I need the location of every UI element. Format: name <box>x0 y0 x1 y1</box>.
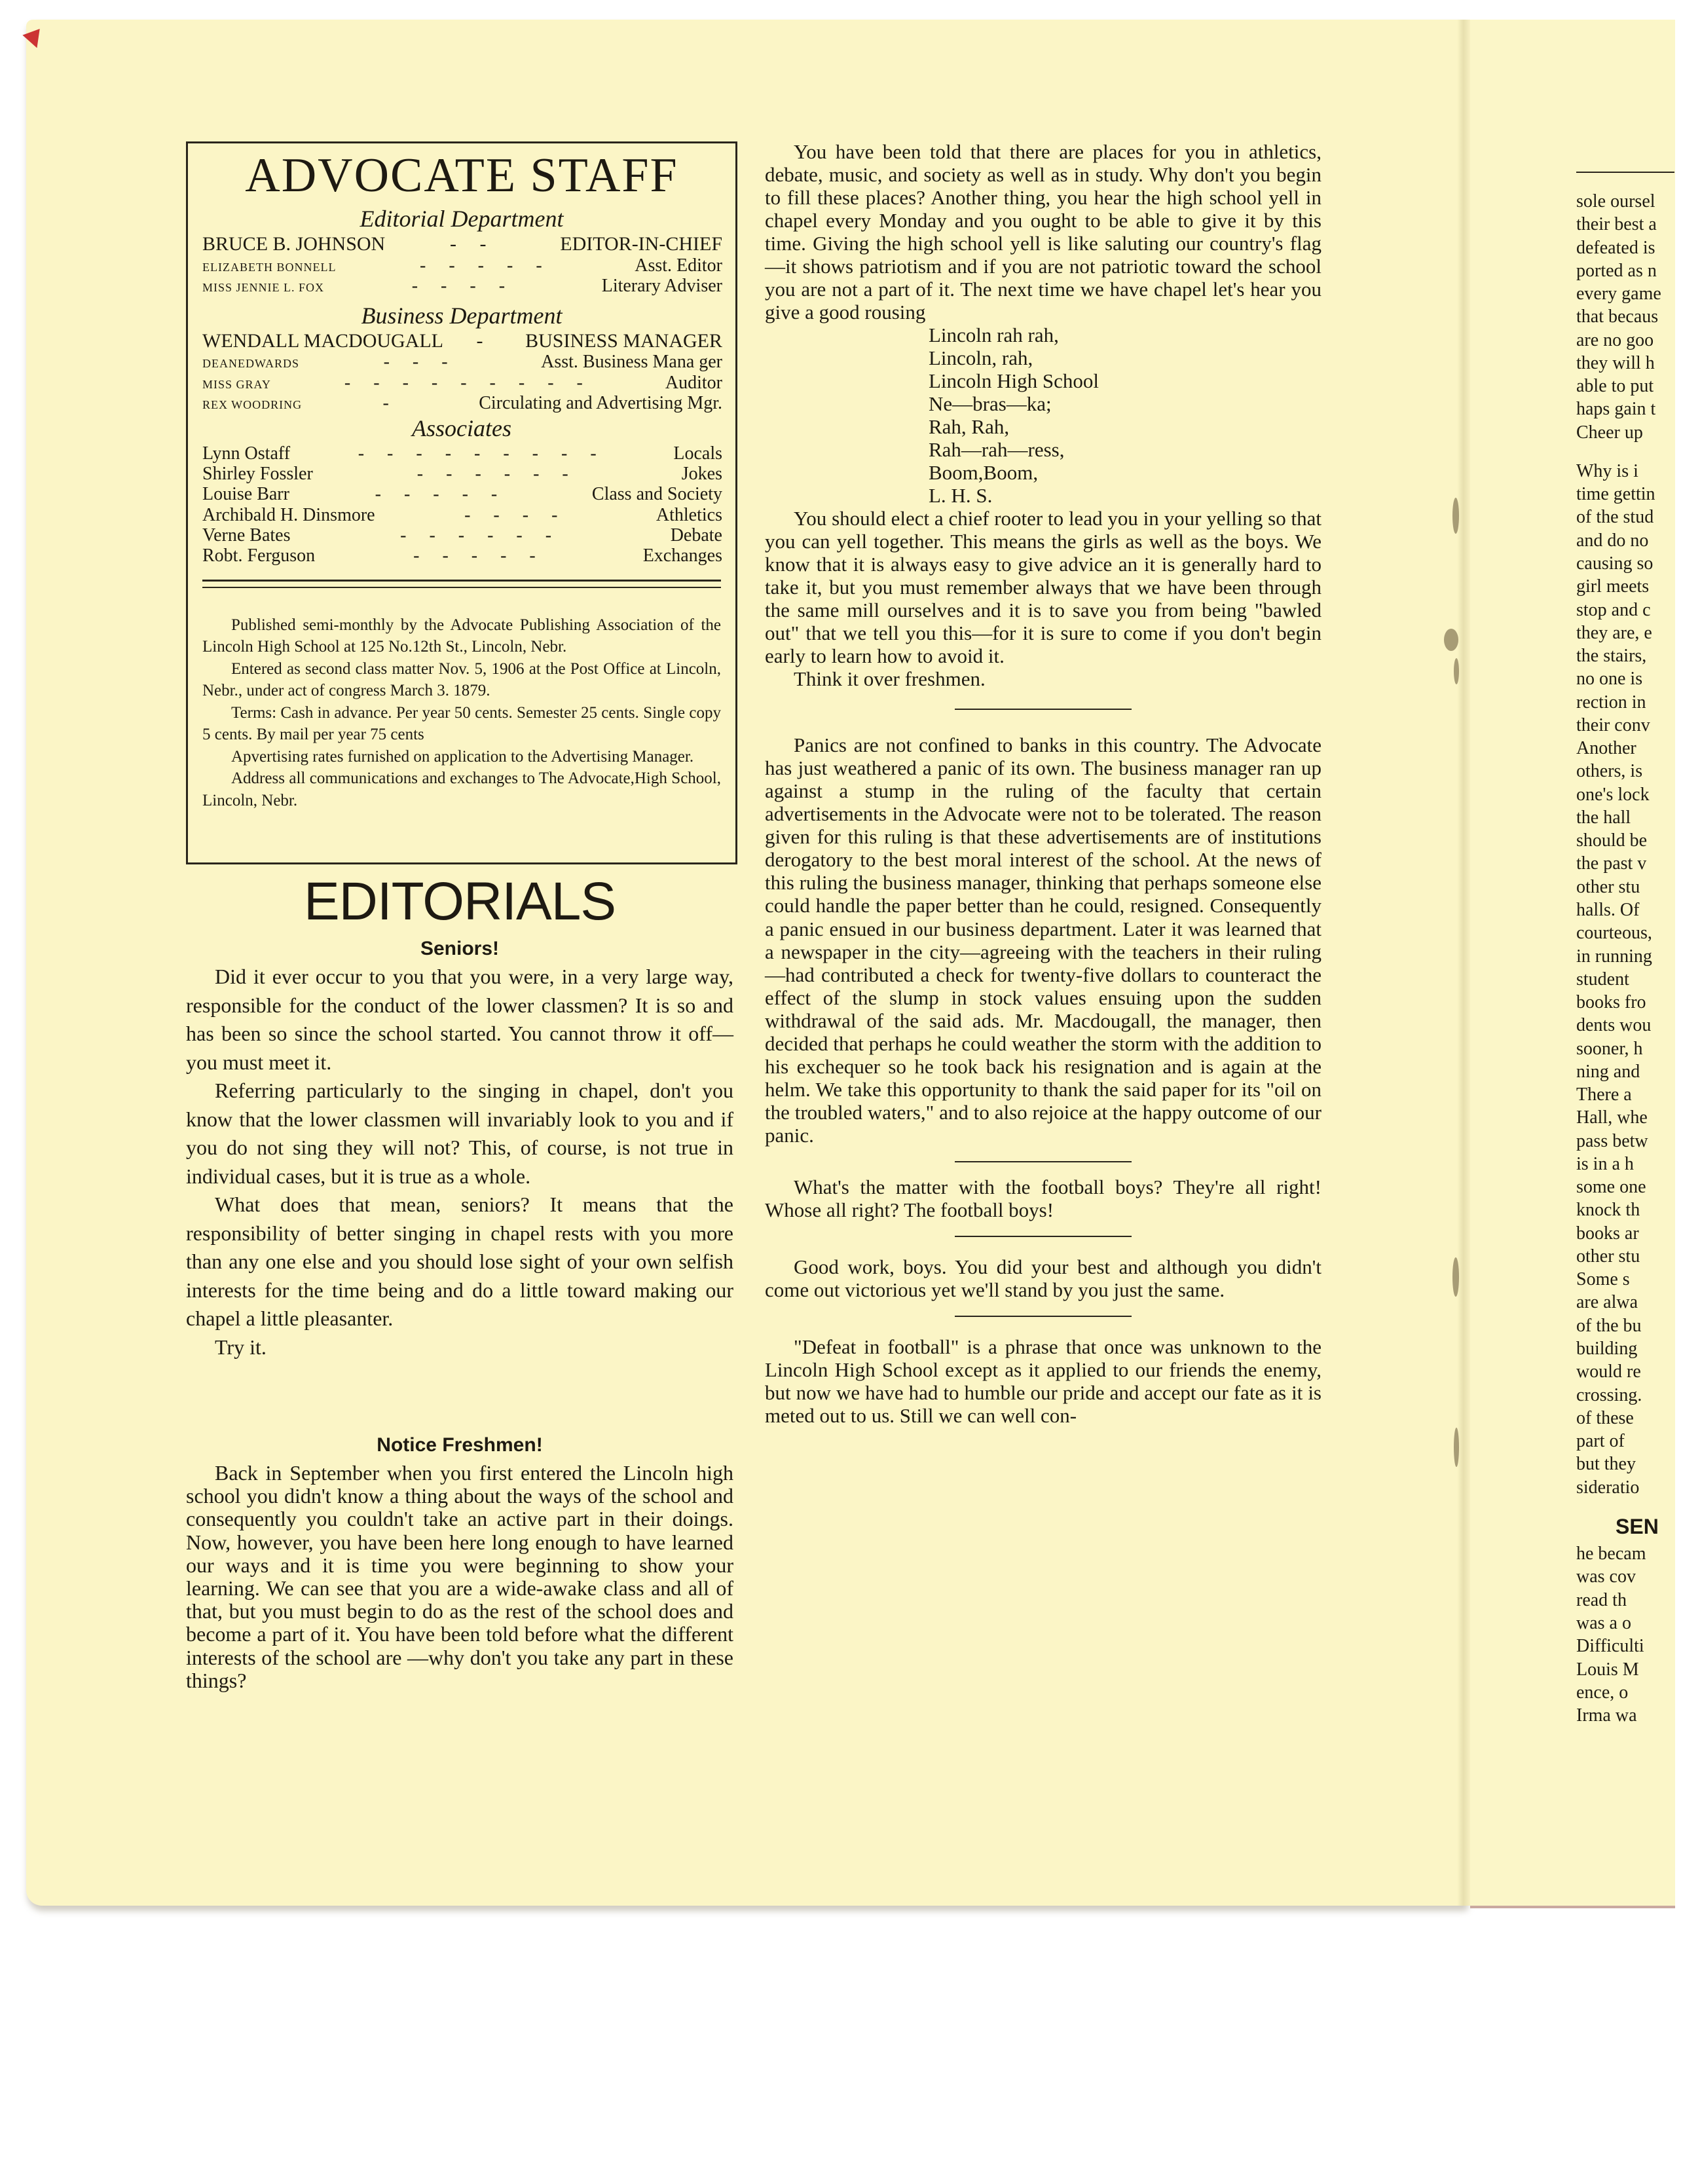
next-page-top-lines <box>1576 190 1674 444</box>
next-page-line: able to put <box>1576 376 1654 397</box>
next-page-bottom-lines <box>1576 1542 1674 1727</box>
next-page-line: are no goo <box>1576 329 1654 350</box>
staff-name: MISS JENNIE L. FOX <box>202 281 325 295</box>
next-page-line: sooner, h <box>1576 1038 1643 1059</box>
publication-paragraph: Entered as second class matter Nov. 5, 1906 at the Post Office at Lincoln, Nebr., under act of congress March 3. 1879. <box>202 659 721 700</box>
staff-row <box>188 484 735 504</box>
staff-name: DEANEDWARDS <box>202 357 299 371</box>
staff-dashes: - - - - - - - - - <box>358 443 606 464</box>
staff-name: Lynn Ostaff <box>202 443 291 464</box>
next-page-line: of these <box>1576 1407 1634 1428</box>
next-page-line: building <box>1576 1339 1638 1360</box>
article-paragraph: Referring particularly to the singing in chapel, don't you know that the lower classmen will invariably look to you and if you do not sing they will not? This, of course, is not true in individual cases, but it is true as a whole. <box>186 1079 733 1188</box>
article-paragraph: Back in September when you first entered the Lincoln high school you didn't know a thing about the ways of the school and consequently you couldn't take an active part in their doings. Now, however, you have been here long enough to have learned our ways and it is time you were beginning to show your learning. We can see that you are a wide-awake class and all of that, but you must begin to do as the rest of the school does and become a part of it. You have been told before what the different interests of the school are —why don't you take any part in these things? <box>186 1461 733 1692</box>
seniors-heading: Seniors! <box>420 938 500 959</box>
closing-line: Think it over freshmen. <box>794 667 986 691</box>
next-page-line: courteous, <box>1576 923 1652 944</box>
yell-line: Lincoln, rah, <box>929 346 1033 370</box>
article-paragraph: Did it ever occur to you that you were, in a very large way, responsible for the conduct of the lower classmen? It is so and has been so since the school started. You cannot throw it off—you must meet it. <box>186 965 733 1074</box>
staff-role: Auditor <box>665 372 722 393</box>
editorial-department-list <box>188 233 735 296</box>
staff-dashes: - <box>382 393 398 413</box>
next-page-rule <box>1576 172 1674 173</box>
next-page-line: Irma wa <box>1576 1705 1637 1726</box>
next-page-line: There a <box>1576 1084 1632 1105</box>
chief-rooter-paragraph: You should elect a chief rooter to lead you in your yelling so that you can yell together. This means the girls as well as the boys. We know that it is always easy to give advice an it is generally hard to take it, but you must remember always that we have been through the same mill ourselves and it is to save you from being "bawled out" that we tell you this—for it is sure to come if you don't begin early to learn how to avoid it. <box>765 507 1321 668</box>
staff-row <box>188 233 735 255</box>
defeat-paragraph: "Defeat in football" is a phrase that once was unknown to the Lincoln High School except as it applied to our friends the enemy, but now we have had to humble our pride and accept our fate as it is meted out to us. Still we can well con- <box>765 1335 1321 1427</box>
staff-name: WENDALL MACDOUGALL <box>202 329 443 352</box>
staff-name: Robt. Ferguson <box>202 546 316 566</box>
article-separator <box>955 1316 1132 1317</box>
yell-line: Rah—rah—ress, <box>929 438 1065 462</box>
next-page-line: of the bu <box>1576 1315 1642 1336</box>
binding-smudge <box>1454 658 1459 684</box>
next-page-line: ning and <box>1576 1061 1640 1082</box>
staff-row <box>188 352 735 372</box>
next-page-line: sole oursel <box>1576 191 1655 212</box>
staff-role: BUSINESS MANAGER <box>525 329 722 352</box>
next-page-line: the stairs, <box>1576 646 1647 667</box>
binding-smudge <box>1444 629 1458 651</box>
yell-line: Ne—bras—ka; <box>929 392 1052 416</box>
staff-role: Jokes <box>681 463 722 484</box>
next-page-line: he becam <box>1576 1544 1646 1564</box>
next-page-line: dents wou <box>1576 1015 1652 1036</box>
football-cheer: What's the matter with the football boys? They're all right! Whose all right? The football boys! <box>765 1175 1321 1221</box>
yell-line: Rah, Rah, <box>929 415 1010 439</box>
staff-dashes: - - - - - - <box>416 463 578 484</box>
associates-heading: Associates <box>412 415 511 442</box>
publication-paragraph: Address all communications and exchanges to The Advocate,High School, Lincoln, Nebr. <box>202 769 721 809</box>
next-page-line: some one <box>1576 1177 1646 1198</box>
next-page-line: sideratio <box>1576 1477 1640 1498</box>
panic-article: Panics are not confined to banks in this country. The Advocate has just weathered a panic of its own. The business manager ran up against a stump in the ruling of the faculty that certain advertisements in the Advocate were not to be tolerated. The reason given for this ruling is that these advertisements are of institutions derogatory to the best moral interest of the school. At the news of this ruling the business manager, thinking that perhaps someone else could handle the paper better than he could, resigned. Consequently a panic ensued in our business department. Later it was learned that a newspaper in the city—agreeing with the teachers in their ruling—had contributed a check for twenty-five dollars to counteract the effect of the slump in stock values ensuing upon the sudden withdrawal of the said ads. Mr. Macdougall, the manager, then decided that perhaps he could weather the storm with the addition to his exchequer so he took back his resignation and is again at the helm. We take this opportunity to thank the said paper for its "oil on the troubled waters," and to also rejoice at the happy outcome of our panic. <box>765 733 1321 1147</box>
staff-row <box>188 255 735 276</box>
page-spine <box>1457 20 1470 1906</box>
advocate-staff-box <box>186 141 737 864</box>
next-page-line: ported as n <box>1576 260 1657 281</box>
staff-dashes: - - - - <box>411 276 515 297</box>
next-page-line: Some s <box>1576 1269 1630 1290</box>
next-page-line: halls. Of <box>1576 899 1640 920</box>
next-page-line: Hall, whe <box>1576 1107 1648 1128</box>
staff-dashes: - - <box>449 233 496 255</box>
staff-role: EDITOR-IN-CHIEF <box>560 233 722 255</box>
next-page-line: are alwa <box>1576 1292 1638 1313</box>
editorials-heading: EDITORIALS <box>303 872 616 931</box>
good-work-paragraph: Good work, boys. You did your best and although you didn't come out victorious yet we'll stand by you just the same. <box>765 1255 1321 1301</box>
column-two <box>765 140 1321 1427</box>
staff-dashes: - - - - - <box>413 546 545 566</box>
staff-row <box>188 373 735 393</box>
next-page-line: girl meets <box>1576 576 1650 597</box>
next-page-line: Why is i <box>1576 460 1638 481</box>
next-page-line: books ar <box>1576 1223 1639 1244</box>
article-paragraph: What does that mean, seniors? It means that the responsibility of better singing in chapel rests with you more than any one else and you should lose sight of your own selfish interests for the time being and do a little toward making our chapel a little pleasanter. <box>186 1193 733 1331</box>
staff-name: Shirley Fossler <box>202 463 313 484</box>
staff-role: Asst. Editor <box>635 255 722 276</box>
next-page-line: the past v <box>1576 853 1647 874</box>
next-page-line: they are, e <box>1576 622 1652 643</box>
next-page-line: they will h <box>1576 352 1655 373</box>
next-page-line: part of <box>1576 1431 1625 1452</box>
staff-row <box>188 546 735 566</box>
staff-role: Literary Adviser <box>601 276 722 297</box>
next-page-line: knock th <box>1576 1200 1640 1221</box>
binding-smudge <box>1454 1428 1459 1467</box>
staff-row <box>188 525 735 546</box>
next-page-line: read th <box>1576 1589 1627 1610</box>
next-page-line: time gettin <box>1576 484 1655 505</box>
yell-line: L. H. S. <box>929 484 993 508</box>
staff-role: Locals <box>673 443 722 464</box>
staff-role: Class and Society <box>591 484 722 505</box>
publication-info <box>188 588 735 812</box>
next-page-line: Cheer up <box>1576 422 1643 443</box>
yell-line: Boom,Boom, <box>929 461 1039 485</box>
next-page-line: stop and c <box>1576 599 1651 620</box>
article-separator <box>955 1161 1132 1162</box>
next-page-line: other stu <box>1576 1246 1640 1267</box>
staff-name: Verne Bates <box>202 525 291 546</box>
freshmen-heading: Notice Freshmen! <box>377 1434 543 1456</box>
next-page-line: student <box>1576 969 1629 990</box>
next-page-column <box>1576 190 1674 1727</box>
staff-row <box>188 393 735 413</box>
staff-dashes: - - - - - <box>375 484 507 505</box>
next-page-line: in running <box>1576 946 1652 967</box>
next-page-line: Difficulti <box>1576 1636 1644 1657</box>
staff-role: Athletics <box>656 504 722 525</box>
associates-list <box>188 443 735 566</box>
staff-dashes: - - - <box>383 352 457 373</box>
next-page-line: but they <box>1576 1454 1636 1475</box>
staff-dashes: - - - - <box>464 504 567 525</box>
next-page-heading: SEN <box>1616 1514 1659 1538</box>
staff-dashes: - - - - - - <box>400 525 561 546</box>
freshmen-article <box>186 1462 733 1692</box>
article-separator <box>955 709 1132 710</box>
staff-name: MISS GRAY <box>202 377 271 391</box>
freshmen-continued: You have been told that there are places for you in athletics, debate, music, and society as well as in study. Why don't you begin to fill these places? Another thing, you hear the high school yell in chapel every Monday and you ought to be able to give it by this time. Giving the high school yell is like saluting our country's flag—it shows patriotism and if you are not patriotic toward the school you are not a part of it. The next time we have chapel let's hear you give a good rousing <box>765 140 1321 324</box>
next-page-line: crossing. <box>1576 1384 1642 1405</box>
staff-name: ELIZABETH BONNELL <box>202 260 337 274</box>
staff-dashes: - <box>476 329 492 352</box>
next-page-line: is in a h <box>1576 1153 1634 1174</box>
next-page-line: that becaus <box>1576 306 1659 327</box>
business-department-heading: Business Department <box>361 302 563 329</box>
staff-title: ADVOCATE STAFF <box>245 149 678 202</box>
staff-row <box>188 443 735 464</box>
staff-role: Exchanges <box>642 546 722 566</box>
next-page-line: was a o <box>1576 1612 1631 1633</box>
next-page-line: every game <box>1576 284 1661 305</box>
next-page-line: rection in <box>1576 692 1646 713</box>
article-separator <box>955 1236 1132 1237</box>
binding-smudge <box>1452 498 1459 534</box>
staff-name: REX WOODRING <box>202 398 303 411</box>
editorial-department-heading: Editorial Department <box>360 206 564 232</box>
next-page-line: would re <box>1576 1361 1641 1382</box>
staff-divider <box>202 580 721 582</box>
staff-role: Debate <box>670 525 722 546</box>
yell-line: Lincoln High School <box>929 369 1099 393</box>
staff-role: Circulating and Advertising Mgr. <box>479 393 722 413</box>
next-page-line: haps gain t <box>1576 399 1656 420</box>
staff-role: Asst. Business Mana ger <box>541 352 722 373</box>
next-page-line: the hall <box>1576 807 1631 828</box>
next-page-line: causing so <box>1576 553 1654 574</box>
staff-name: Louise Barr <box>202 484 289 505</box>
staff-dashes: - - - - - - - - - <box>344 372 592 393</box>
staff-row <box>188 505 735 525</box>
next-page-line: was cov <box>1576 1566 1636 1587</box>
school-yell <box>765 324 1321 507</box>
next-page-line: one's lock <box>1576 784 1650 805</box>
next-page-line: their best a <box>1576 214 1657 235</box>
next-page-line: of the stud <box>1576 507 1654 528</box>
next-page-line: Louis M <box>1576 1659 1639 1680</box>
yell-line: Lincoln rah rah, <box>929 324 1059 347</box>
article-paragraph: Try it. <box>215 1335 267 1359</box>
publication-paragraph: Apvertising rates furnished on application to the Advertising Manager. <box>231 747 694 766</box>
staff-name: BRUCE B. JOHNSON <box>202 233 386 255</box>
binding-smudge <box>1452 1257 1459 1297</box>
publication-paragraph: Terms: Cash in advance. Per year 50 cents. Semester 25 cents. Single copy 5 cents. By mail per year 75 cents <box>202 703 721 744</box>
staff-dashes: - - - - - <box>420 255 551 276</box>
next-page-line: pass betw <box>1576 1130 1648 1151</box>
seniors-article <box>186 963 733 1361</box>
next-page-line: books fro <box>1576 992 1646 1013</box>
next-page-line: and do no <box>1576 530 1649 551</box>
staff-row <box>188 330 735 352</box>
next-page-line: Another <box>1576 738 1636 759</box>
next-page-middle-lines <box>1576 460 1674 1499</box>
next-page-line: should be <box>1576 830 1648 851</box>
business-department-list <box>188 330 735 414</box>
staff-name: Archibald H. Dinsmore <box>202 504 375 525</box>
staff-row <box>188 464 735 484</box>
publication-paragraph: Published semi-monthly by the Advocate Publishing Association of the Lincoln High School at 125 No.12th St., Lincoln, Nebr. <box>202 616 721 656</box>
next-page-line: defeated is <box>1576 237 1655 258</box>
next-page-line: their conv <box>1576 714 1650 735</box>
next-page-line: others, is <box>1576 761 1643 782</box>
next-page-line: other stu <box>1576 876 1640 897</box>
staff-row <box>188 276 735 296</box>
next-page-line: no one is <box>1576 669 1643 690</box>
next-page-line: ence, o <box>1576 1682 1629 1703</box>
